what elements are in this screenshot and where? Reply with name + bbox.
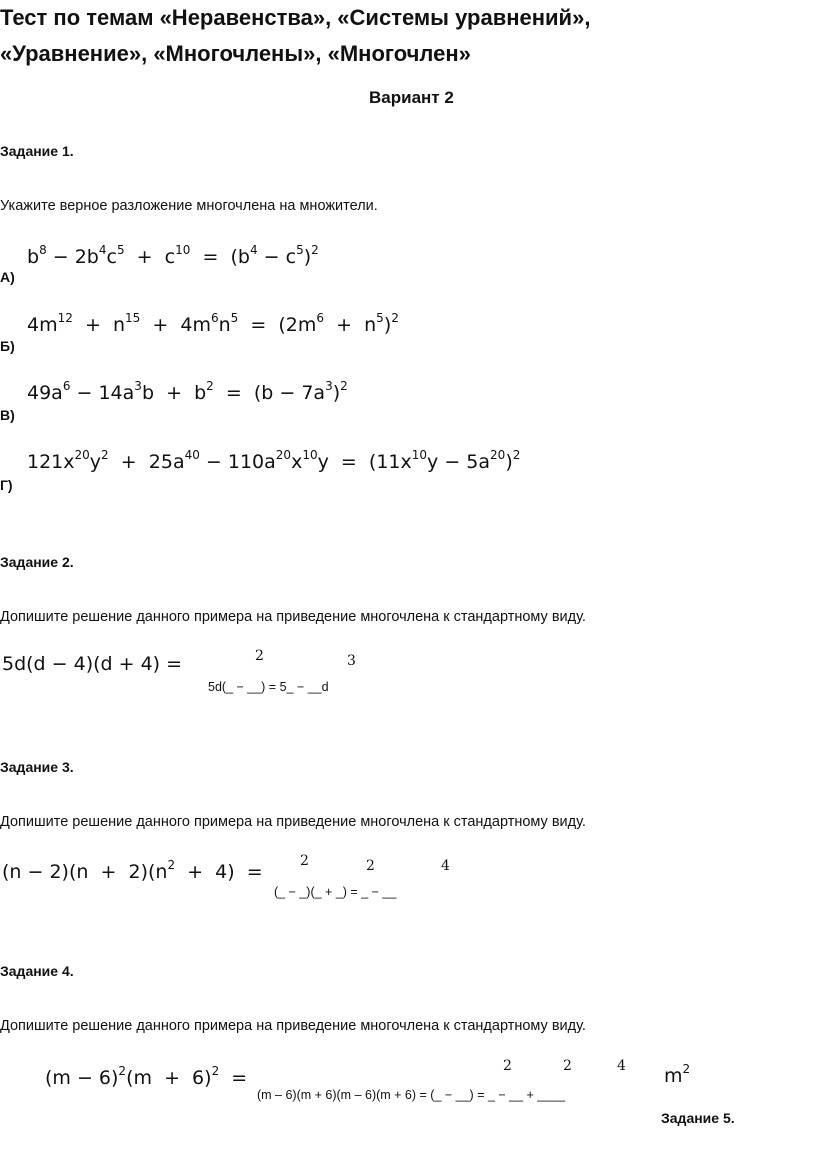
formula-term: ) — [332, 382, 341, 404]
formula-exponent: 10 — [411, 448, 428, 462]
task-4-m-squared: $m^2$ — [664, 1062, 691, 1087]
formula-term: 121x — [27, 451, 75, 473]
formula-exponent: 40 — [184, 448, 200, 462]
formula-term: = (b − 7a — [213, 382, 326, 404]
formula-term: 49a — [27, 382, 63, 404]
formula-exponent: 6 — [316, 311, 325, 325]
option-c-formula — [27, 379, 348, 404]
formula-term: ) — [303, 246, 312, 268]
task-4-exponent-2: 2 — [563, 1058, 572, 1074]
formula-term: + c — [124, 246, 176, 268]
formula-exponent: 12 — [57, 311, 73, 325]
formula-term: = (b — [190, 246, 250, 268]
formula-exponent: 10 — [302, 448, 318, 462]
formula-exponent: 20 — [74, 448, 90, 462]
task-3-heading: Задание 3. — [0, 759, 74, 775]
task-2-formula: 5d(d − 4)(d + 4) = — [2, 653, 183, 675]
task-3-exponent-1: 2 — [300, 853, 309, 869]
task-2-exponent-2: 3 — [347, 653, 356, 669]
formula-term: 4m — [27, 314, 58, 336]
option-d-label: Г) — [0, 477, 13, 493]
formula-exponent: 2 — [311, 243, 319, 257]
formula-exponent: 20 — [275, 448, 292, 462]
formula-term: + 4m — [140, 314, 211, 336]
formula-exponent: 5 — [116, 243, 125, 257]
task-1-prompt: Укажите верное разложение многочлена на множители. — [0, 198, 378, 214]
formula-exponent: 5 — [296, 243, 304, 257]
task-3-formula — [2, 858, 263, 883]
task-4-exponent-1: 2 — [503, 1058, 512, 1074]
formula-term: (m + 6) — [126, 1067, 212, 1089]
formula-exponent: 2 — [118, 1064, 127, 1078]
formula-exponent: 3 — [134, 379, 142, 393]
formula-term: y − 5a — [427, 451, 491, 473]
formula-term: − 2b — [46, 246, 99, 268]
formula-exponent: 2 — [167, 858, 176, 872]
page-title-line-2: «Уравнение», «Многочлены», «Многочлен» — [0, 41, 471, 66]
task-3-exponent-3: 4 — [441, 858, 450, 874]
formula-exponent: 4 — [249, 243, 258, 257]
formula-term: = — [219, 1067, 248, 1089]
formula-term: + n — [324, 314, 377, 336]
option-a-formula — [27, 243, 319, 268]
option-b-label: Б) — [0, 338, 15, 354]
formula-term: + 25a — [108, 451, 185, 473]
task-3-answer-template: (_ − _)(_ + _) = _ − __ — [274, 885, 397, 899]
formula-exponent: 10 — [175, 243, 191, 257]
formula-exponent: 5 — [376, 311, 384, 325]
formula-exponent: 6 — [62, 379, 71, 393]
formula-term: y — [89, 451, 102, 473]
task-4-answer-template: (m – 6)(m + 6)(m – 6)(m + 6) = (_ − __) = _ − __ + ____ — [257, 1088, 566, 1102]
option-a-label: А) — [0, 269, 15, 285]
formula-term: ) — [383, 314, 392, 336]
formula-term: − 14a — [70, 382, 135, 404]
task-2-heading: Задание 2. — [0, 554, 74, 570]
formula-exponent: 5 — [230, 311, 239, 325]
formula-term: x — [291, 451, 303, 473]
formula-exponent: 20 — [490, 448, 506, 462]
formula-term: y = (11x — [317, 451, 412, 473]
formula-exponent: 8 — [39, 243, 47, 257]
task-4-exponent-3: 4 — [617, 1058, 626, 1074]
formula-exponent: 2 — [211, 1064, 220, 1078]
formula-exponent: 6 — [210, 311, 219, 325]
task-4-heading: Задание 4. — [0, 963, 74, 979]
formula-term: − c — [257, 246, 297, 268]
formula-exponent: 2 — [512, 448, 521, 462]
task-1-heading: Задание 1. — [0, 143, 74, 159]
task-3-prompt: Допишите решение данного примера на приведение многочлена к стандартному виду. — [0, 814, 586, 830]
formula-term: (m − 6) — [45, 1067, 119, 1089]
task-3-exponent-2: 2 — [366, 858, 375, 874]
task-2-exponent-1: 2 — [255, 648, 264, 664]
formula-term: n — [218, 314, 231, 336]
variant-heading: Вариант 2 — [369, 88, 454, 107]
task-2-answer-template: 5d(_ − __) = 5_ − __d — [208, 680, 329, 694]
task-5-heading: Задание 5. — [661, 1110, 735, 1126]
formula-term: b — [27, 246, 40, 268]
formula-exponent: 2 — [340, 379, 348, 393]
formula-term: − 110a — [199, 451, 276, 473]
formula-exponent: 3 — [325, 379, 333, 393]
option-b-formula — [27, 311, 399, 336]
formula-term: (n − 2)(n + 2)(n — [2, 861, 168, 883]
option-d-formula — [27, 448, 520, 473]
formula-exponent: 4 — [98, 243, 107, 257]
formula-term: + n — [72, 314, 126, 336]
formula-term: b + b — [141, 382, 207, 404]
formula-term: ) — [505, 451, 513, 473]
page-title-line-1: Тест по темам «Неравенства», «Системы уравнений», — [0, 5, 591, 30]
task-4-formula — [45, 1064, 247, 1089]
formula-term: + 4) = — [175, 861, 263, 883]
formula-exponent: 2 — [206, 379, 214, 393]
task-2-prompt: Допишите решение данного примера на приведение многочлена к стандартному виду. — [0, 609, 586, 625]
formula-exponent: 2 — [101, 448, 109, 462]
task-4-prompt: Допишите решение данного примера на приведение многочлена к стандартному виду. — [0, 1018, 586, 1034]
formula-term: c — [106, 246, 117, 268]
formula-term: = (2m — [238, 314, 317, 336]
option-c-label: В) — [0, 407, 15, 423]
formula-exponent: 15 — [125, 311, 141, 325]
formula-exponent: 2 — [391, 311, 399, 325]
